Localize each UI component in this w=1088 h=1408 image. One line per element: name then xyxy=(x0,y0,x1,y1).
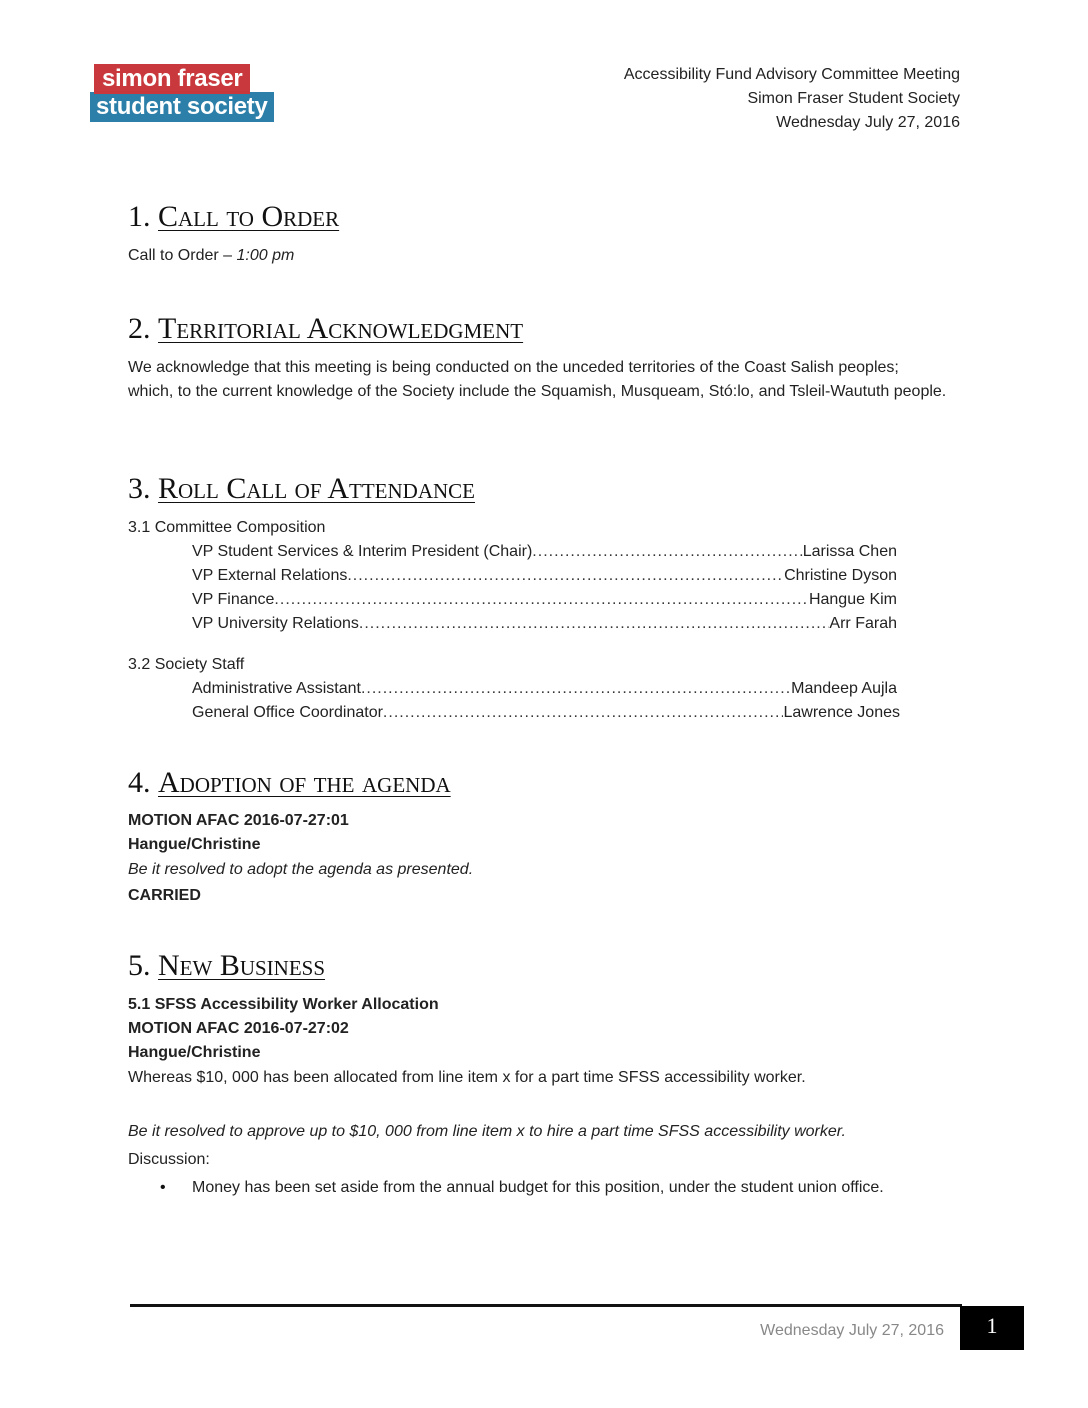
document-header xyxy=(624,63,960,135)
section-4-heading xyxy=(128,766,451,800)
staff-row xyxy=(192,701,900,725)
leader-dots xyxy=(532,540,802,564)
header-organization: Simon Fraser Student Society xyxy=(747,90,960,107)
page-number: 1 xyxy=(960,1306,1024,1350)
logo-line-1: simon fraser xyxy=(94,64,250,94)
motion-whereas: Whereas $10, 000 has been allocated from line item x for a part time SFSS accessibility worker. xyxy=(128,1069,806,1086)
section-1-number: 1. xyxy=(128,200,151,233)
call-to-order-text xyxy=(128,244,294,268)
society-staff-heading: 3.2 Society Staff xyxy=(128,656,245,673)
attendance-name: Hangue Kim xyxy=(808,591,897,608)
leader-dots xyxy=(383,701,784,725)
section-5-title: New Business xyxy=(158,949,326,982)
section-3-title: Roll Call of Attendance xyxy=(158,472,475,505)
call-to-order-time: 1:00 pm xyxy=(236,247,295,264)
committee-composition-heading: 3.1 Committee Composition xyxy=(128,519,326,536)
section-2-title: Territorial Acknowledgment xyxy=(158,312,524,345)
bullet-icon: • xyxy=(160,1179,166,1196)
territorial-acknowledgment-text: We acknowledge that this meeting is being conducted on the unceded territories of the Coast Salish peoples; which, to the current knowledge of the Society include the Squamish, Musqueam, Stó:lo, and Tsleil-Waututh people. xyxy=(128,359,947,400)
header-meeting-title: Accessibility Fund Advisory Committee Meeting xyxy=(623,66,960,83)
attendance-row xyxy=(192,540,897,564)
leader-dots xyxy=(347,564,784,588)
section-5-heading xyxy=(128,949,325,983)
section-5-number: 5. xyxy=(128,949,151,982)
section-3-number: 3. xyxy=(128,472,151,505)
staff-role: Administrative Assistant xyxy=(192,680,361,697)
motion-resolution: Be it resolved to adopt the agenda as presented. xyxy=(128,861,474,878)
footer-rule xyxy=(130,1304,962,1307)
header-date: Wednesday July 27, 2016 xyxy=(776,114,960,131)
section-4-title: Adoption of the agenda xyxy=(158,766,451,799)
attendance-role: VP External Relations xyxy=(192,567,348,584)
attendance-role: VP Student Services & Interim President (Chair) xyxy=(192,543,533,560)
discussion-label: Discussion: xyxy=(128,1151,210,1168)
attendance-role: VP University Relations xyxy=(192,615,359,632)
staff-name: Mandeep Aujla xyxy=(791,680,897,697)
attendance-name: Arr Farah xyxy=(829,615,897,632)
motion-movers: Hangue/Christine xyxy=(128,836,261,853)
section-3-heading xyxy=(128,472,475,506)
section-1-title: Call to Order xyxy=(158,200,340,233)
staff-row xyxy=(192,677,897,701)
attendance-name: Christine Dyson xyxy=(784,567,897,584)
attendance-row xyxy=(192,564,897,588)
new-business-item-title: 5.1 SFSS Accessibility Worker Allocation xyxy=(128,996,439,1013)
staff-role: General Office Coordinator xyxy=(192,704,383,721)
footer-date: Wednesday July 27, 2016 xyxy=(760,1322,944,1339)
call-to-order-label: Call to Order – xyxy=(128,247,237,264)
section-2-number: 2. xyxy=(128,312,151,345)
attendance-row xyxy=(192,588,897,612)
attendance-name: Larissa Chen xyxy=(802,543,897,560)
motion-number: MOTION AFAC 2016-07-27:01 xyxy=(128,812,349,829)
section-1-heading xyxy=(128,200,339,234)
leader-dots xyxy=(274,588,809,612)
section-4-number: 4. xyxy=(128,766,151,799)
staff-name: Lawrence Jones xyxy=(783,704,900,721)
attendance-role: VP Finance xyxy=(192,591,275,608)
discussion-bullet: Money has been set aside from the annual budget for this position, under the student union office. xyxy=(192,1179,884,1196)
section-2-heading xyxy=(128,312,523,346)
logo-line-2: student society xyxy=(90,92,274,122)
leader-dots xyxy=(359,612,830,636)
motion-movers: Hangue/Christine xyxy=(128,1044,261,1061)
attendance-row xyxy=(192,612,897,636)
motion-result: CARRIED xyxy=(128,887,201,904)
motion-resolution: Be it resolved to approve up to $10, 000 from line item x to hire a part time SFSS accessibility worker. xyxy=(128,1123,846,1140)
motion-number: MOTION AFAC 2016-07-27:02 xyxy=(128,1020,349,1037)
leader-dots xyxy=(361,677,791,701)
sfss-logo xyxy=(90,64,274,122)
